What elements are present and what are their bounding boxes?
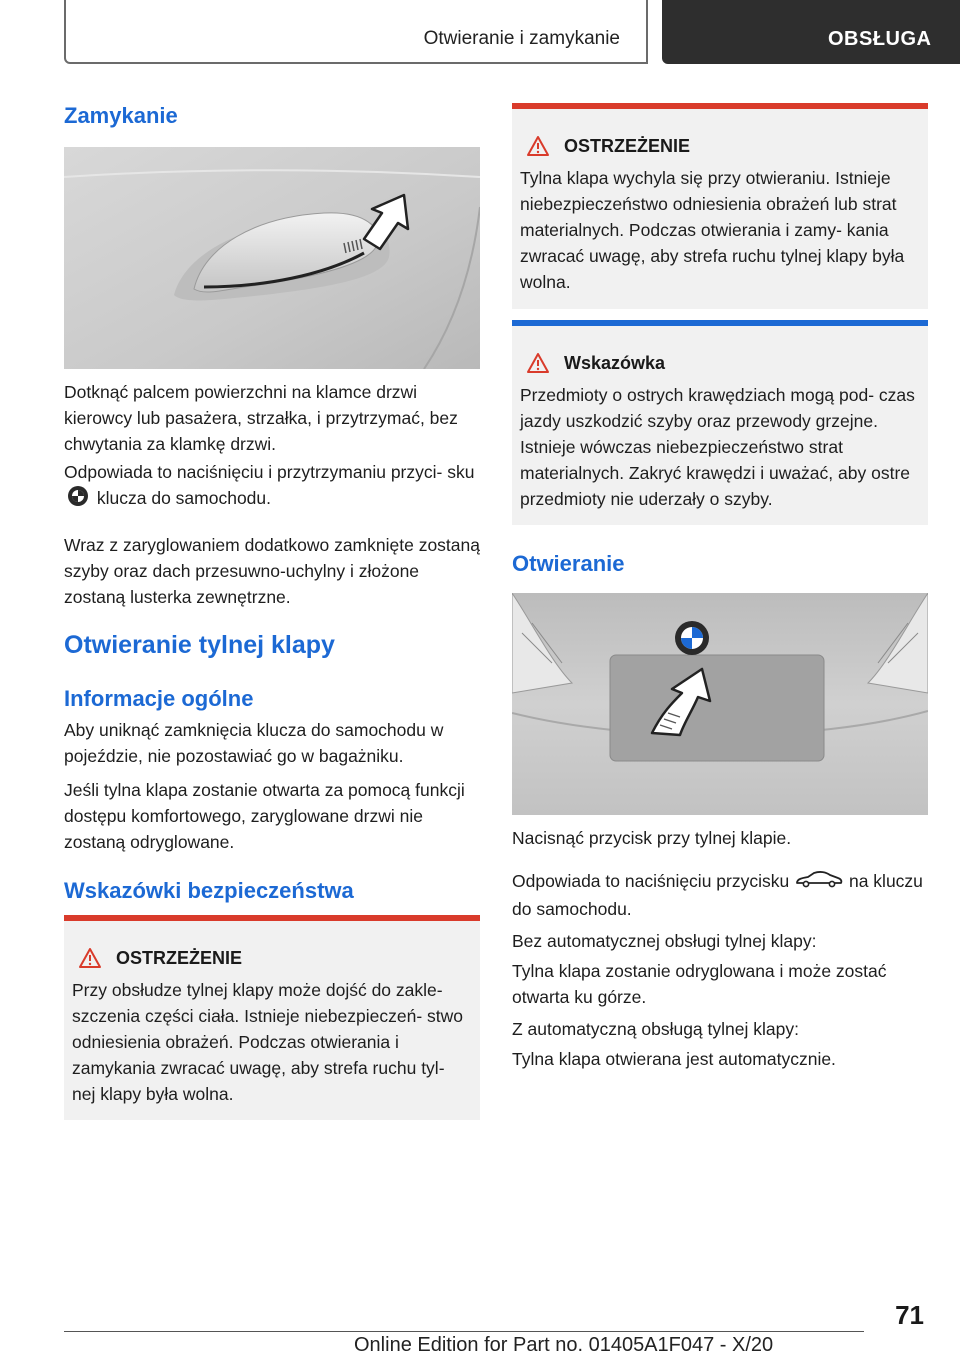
note-box-sharp-objects [512,320,928,525]
warning-title: OSTRZEŻENIE [116,947,243,968]
header-section-title: Otwieranie i zamykanie [423,28,620,49]
footer-divider [64,1331,864,1332]
footer-edition: Online Edition for Part no. 01405A1F047 - X/20 [354,1334,774,1356]
door-handle-illustration [64,147,480,369]
warning-box-pinching [64,915,480,1120]
paragraph-windows-close: Wraz z zaryglowaniem dodatkowo zamknięte zostaną szyby oraz dach przesuwno-uchylny i złożone zostaną lusterka zewnętrzne. [64,535,480,607]
tailgate-button-illustration [512,593,928,815]
heading-tailgate-opening: Otwieranie tylnej klapy [64,631,335,659]
header-section-box [64,0,648,64]
bmw-lock-icon [64,485,92,514]
paragraph-key-button-equivalent: Odpowiada to naciśnięciu przycisku na kluczu do samochodu. [512,868,928,922]
header-chapter-title: OBSŁUGA [828,28,932,50]
warning-text: Tylna klapa wychyla się przy otwieraniu. Istnieje niebezpieczeństwo odniesienia obrażeń lub strat materialnych. Podczas otwierania i zamy‐ kania zwracać uwagę, aby strefa ruchu tylnej klapy była wolna. [520,168,905,292]
paragraph-unlocked-manual: Tylna klapa zostanie odryglowana i może zostać otwarta ku górze. [512,961,887,1007]
warning-triangle-icon [526,135,550,157]
page-number: 71 [895,1300,924,1330]
paragraph-lock-equivalent: Odpowiada to naciśnięciu i przytrzymaniu przyci‐ sku klucza do samochodu. [64,459,480,514]
paragraph-without-auto: Bez automatycznej obsługi tylnej klapy: [512,931,817,951]
paragraph-with-auto: Z automatyczną obsługą tylnej klapy: [512,1019,799,1039]
paragraph-touch-handle: Dotknąć palcem powierzchni na klamce drzwi kierowcy lub pasażera, strzałka, i przytrzymać, bez chwytania za klamkę drzwi. [64,382,458,454]
warning-title: OSTRZEŻENIE [564,135,691,156]
paragraph-comfort-access: Jeśli tylna klapa zostanie otwarta za pomocą funkcji dostępu komfortowego, zaryglowane drzwi nie zostaną odryglowane. [64,780,465,852]
car-trunk-icon [794,869,844,896]
warning-text: Przy obsłudze tylnej klapy może dojść do zakle‐ szczenia części ciała. Istnieje niebezpieczeń‐ stwo odniesienia obrażeń. Podczas otwierania i zamykania zwracać uwagę, aby strefa ruchu tyl‐ nej klapy była wolna. [72,980,464,1104]
note-title: Wskazówka [564,352,666,373]
paragraph-press-button: Nacisnąć przycisk przy tylnej klapie. [512,828,792,848]
note-text: Przedmioty o ostrych krawędziach mogą pod‐ czas jazdy uszkodzić szyby oraz przewody grzejne. Istnieje wówczas niebezpieczeństwo strat materialnych. Zakryć krawędzi i uważać, aby ostre przedmioty nie uderzały o szyby. [520,385,915,509]
heading-zamykanie: Zamykanie [64,103,178,128]
warning-triangle-icon [526,352,550,374]
warning-triangle-icon [78,947,102,969]
paragraph-key-in-trunk: Aby uniknąć zamknięcia klucza do samochodu w pojeździe, nie pozostawiać go w bagażniku. [64,720,444,766]
header-chapter-box [662,0,960,64]
heading-opening: Otwieranie [512,551,625,576]
heading-general-info: Informacje ogólne [64,686,254,711]
paragraph-opens-automatically: Tylna klapa otwierana jest automatycznie. [512,1049,836,1069]
heading-safety-notes: Wskazówki bezpieczeństwa [64,878,354,903]
warning-box-tailgate-swing [512,103,928,309]
